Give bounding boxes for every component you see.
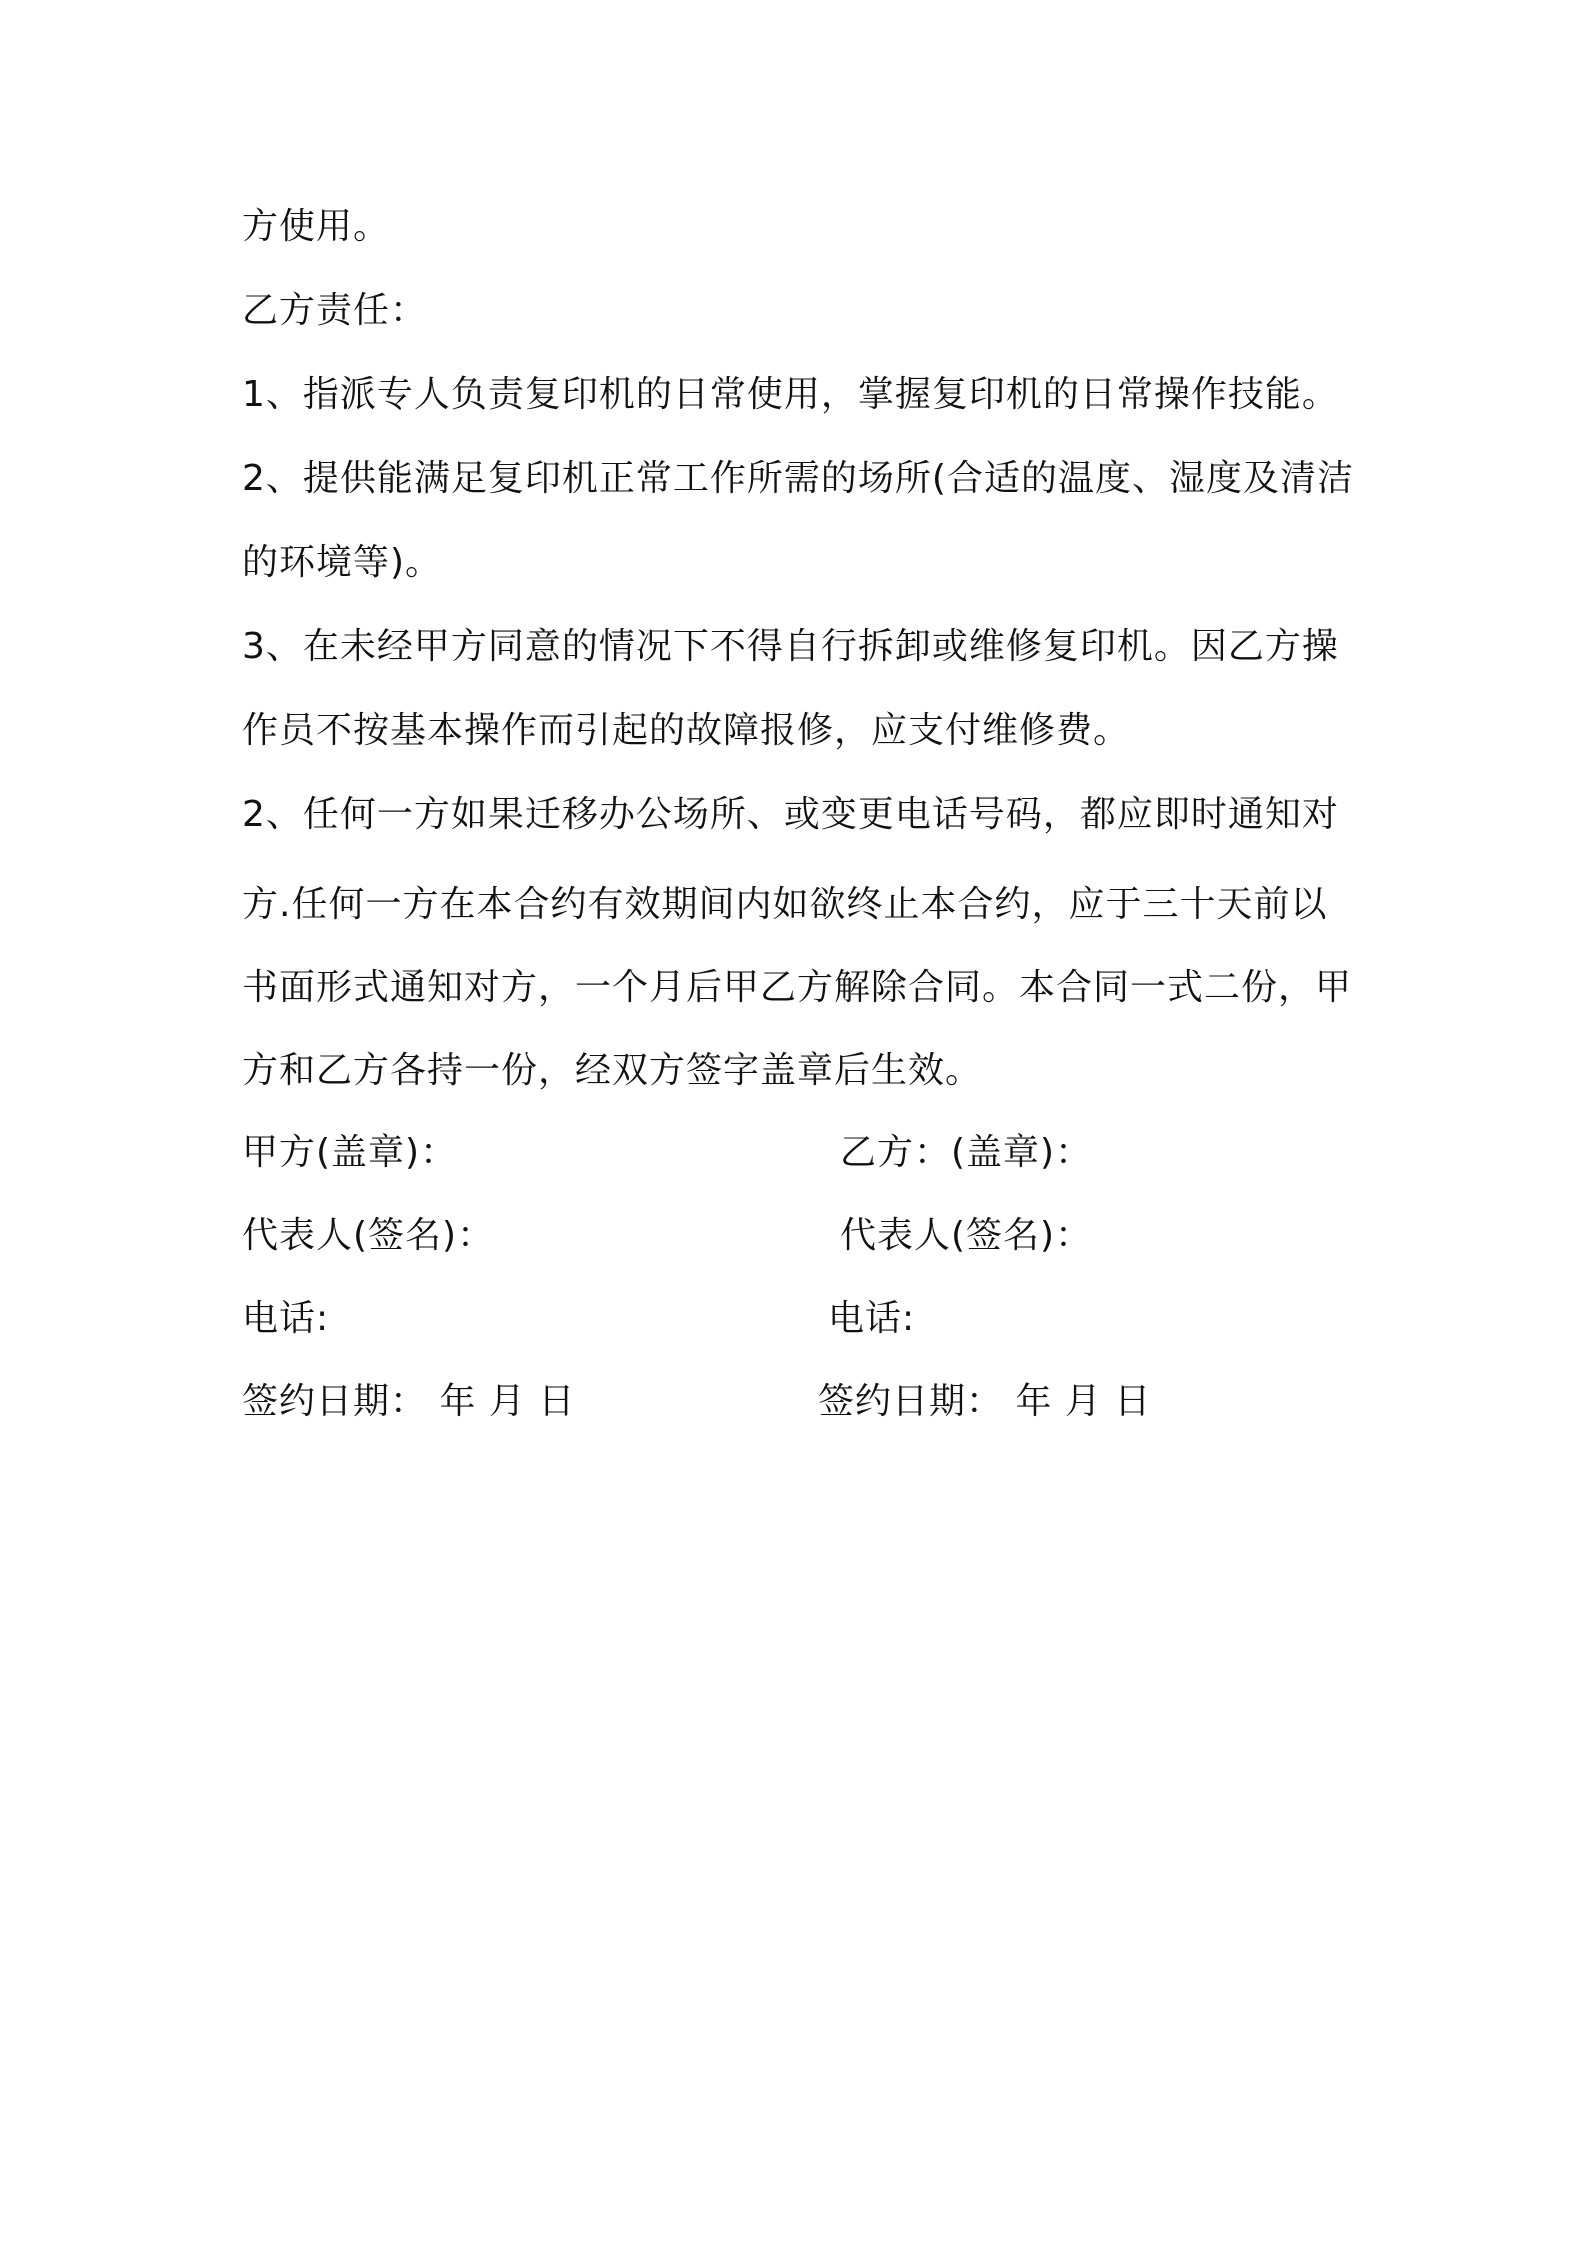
clause-2-line-1: 2、提供能满足复印机正常工作所需的场所(合适的温度、湿度及清洁 bbox=[242, 458, 1354, 499]
party-b-date-label: 签约日期： 年 月 日 bbox=[818, 1381, 1152, 1422]
party-a-date-label: 签约日期： 年 月 日 bbox=[242, 1381, 576, 1422]
party-b-representative-label: 代表人(签名)： bbox=[840, 1215, 1093, 1256]
clause-4-line-2: 方.任何一方在本合约有效期间内如欲终止本合约，应于三十天前以 bbox=[242, 884, 1328, 925]
clause-1: 1、指派专人负责复印机的日常使用，掌握复印机的日常操作技能。 bbox=[242, 374, 1339, 415]
party-b-seal-label: 乙方：(盖章)： bbox=[840, 1132, 1093, 1173]
clause-4-line-3: 书面形式通知对方，一个月后甲乙方解除合同。本合同一式二份，甲 bbox=[242, 967, 1353, 1008]
clause-3-line-2: 作员不按基本操作而引起的故障报修，应支付维修费。 bbox=[242, 710, 1131, 751]
clause-3-line-1: 3、在未经甲方同意的情况下不得自行拆卸或维修复印机。因乙方操 bbox=[242, 626, 1339, 667]
clause-4-line-1: 2、任何一方如果迁移办公场所、或变更电话号码，都应即时通知对 bbox=[242, 794, 1339, 835]
party-b-phone-label: 电话: bbox=[828, 1298, 916, 1339]
clause-2-line-2: 的环境等)。 bbox=[242, 542, 443, 583]
party-a-phone-label: 电话: bbox=[242, 1298, 330, 1339]
body-line-1: 方使用。 bbox=[242, 206, 391, 247]
clause-4-line-4: 方和乙方各持一份，经双方签字盖章后生效。 bbox=[242, 1050, 983, 1091]
party-a-representative-label: 代表人(签名)： bbox=[242, 1215, 495, 1256]
party-a-seal-label: 甲方(盖章)： bbox=[242, 1132, 458, 1173]
section-heading: 乙方责任： bbox=[242, 290, 428, 331]
